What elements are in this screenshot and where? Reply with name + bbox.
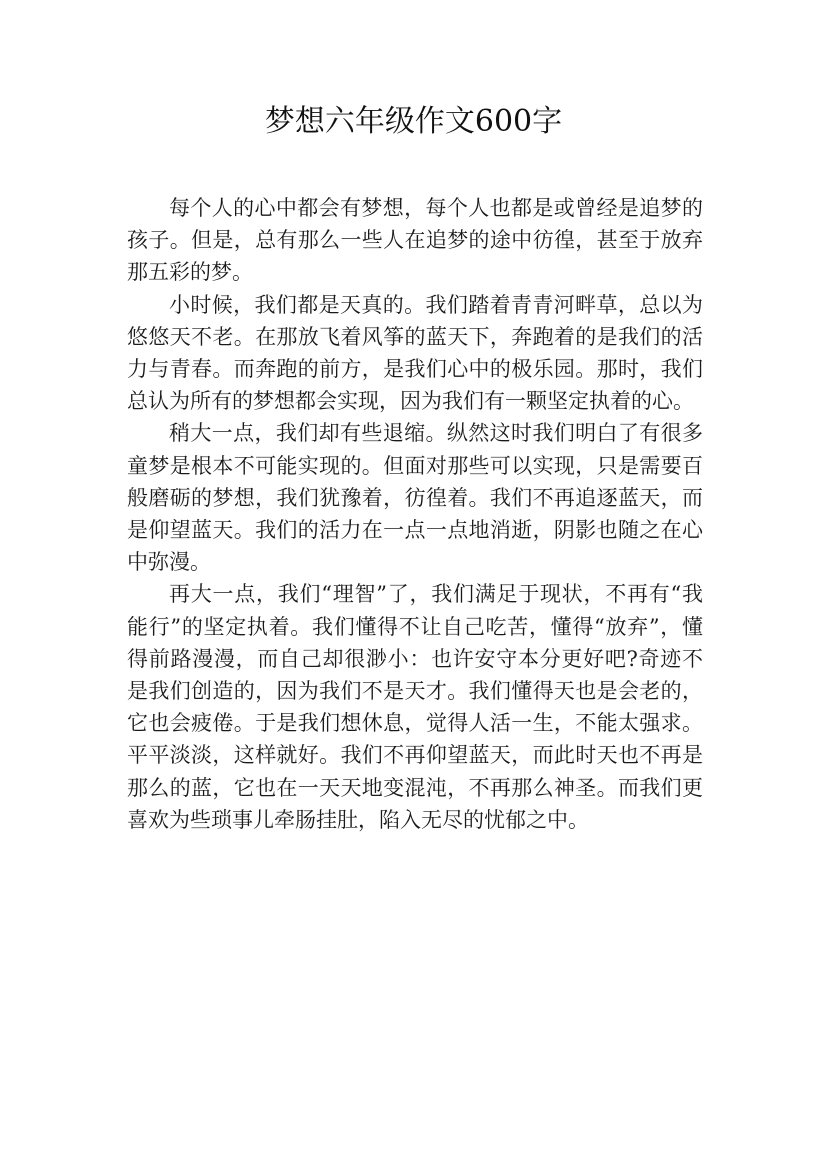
document-title: 梦想六年级作文600字	[264, 104, 563, 139]
paragraph-1: 每个人的心中都会有梦想，每个人也都是或曾经是追梦的孩子。但是，总有那么一些人在追梦的途中彷徨，甚至于放弃那五彩的梦。	[127, 196, 703, 285]
document-body	[127, 192, 703, 836]
paragraph-3: 稍大一点，我们却有些退缩。纵然这时我们明白了有很多童梦是根本不可能实现的。但面对那些可以实现，只是需要百般磨砺的梦想，我们犹豫着，彷徨着。我们不再追逐蓝天，而是仰望蓝天。我们的活力在一点一点地消逝，阴影也随之在心中弥漫。	[127, 421, 703, 575]
paragraph-4: 再大一点，我们“理智”了，我们满足于现状，不再有“我能行”的坚定执着。我们懂得不让自己吃苦，懂得“放弃”，懂得前路漫漫，而自己却很渺小：也许安守本分更好吧?奇迹不是我们创造的，因为我们不是天才。我们懂得天也是会老的，它也会疲倦。于是我们想休息，觉得人活一生，不能太强求。平平淡淡，这样就好。我们不再仰望蓝天，而此时天也不再是那么的蓝，它也在一天天地变混沌，不再那么神圣。而我们更喜欢为些琐事儿牵肠挂肚，陷入无尽的忧郁之中。	[127, 582, 703, 832]
paragraph-2: 小时候，我们都是天真的。我们踏着青青河畔草，总以为悠悠天不老。在那放飞着风筝的蓝天下，奔跑着的是我们的活力与青春。而奔跑的前方，是我们心中的极乐园。那时，我们总认为所有的梦想都会实现，因为我们有一颗坚定执着的心。	[127, 292, 703, 414]
